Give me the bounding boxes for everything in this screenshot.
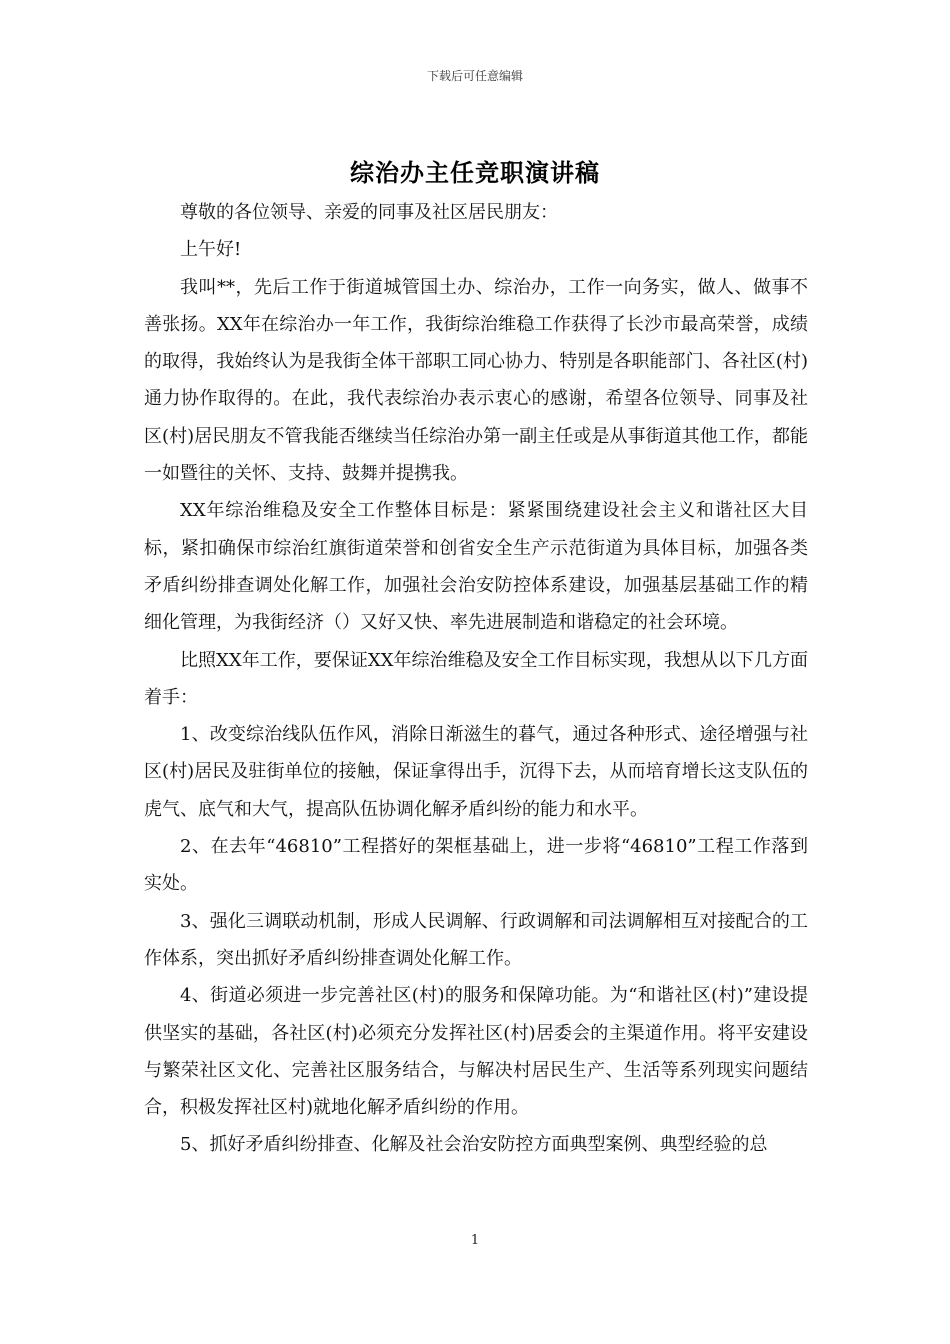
paragraph-item-1: 1、改变综治线队伍作风，消除日渐滋生的暮气，通过各种形式、途径增强与社区(村)居民及驻街单位的接触，保证拿得出手，沉得下去，从而培育增长这支队伍的虎气、底气和大气，提高队伍协调化解矛盾纠纷的能力和水平。 bbox=[144, 724, 808, 820]
document-body bbox=[144, 194, 808, 1164]
paragraph-greeting: 上午好! bbox=[180, 239, 242, 261]
paragraph-item-5: 5、抓好矛盾纠纷排查、化解及社会治安防控方面典型案例、典型经验的总 bbox=[180, 1134, 768, 1156]
paragraph-item-3: 3、强化三调联动机制，形成人民调解、行政调解和司法调解相互对接配合的工作体系，突出抓好矛盾纠纷排查调处化解工作。 bbox=[144, 910, 808, 969]
paragraph-item-4: 4、街道必须进一步完善社区(村)的服务和保障功能。为“和谐社区(村)”建设提供坚实的基础，各社区(村)必须充分发挥社区(村)居委会的主渠道作用。将平安建设与繁荣社区文化、完善社区服务结合，与解决村居民生产、生活等系列现实问题结合，积极发挥社区村)就地化解矛盾纠纷的作用。 bbox=[144, 985, 808, 1119]
document-title: 综治办主任竞职演讲稿 bbox=[350, 159, 600, 187]
paragraph-salutation: 尊敬的各位领导、亲爱的同事及社区居民朋友： bbox=[180, 202, 558, 223]
paragraph-goals: XX年综治维稳及安全工作整体目标是：紧紧围绕建设社会主义和谐社区大目标，紧扣确保市综治红旗街道荣誉和创省安全生产示范街道为具体目标，加强各类矛盾纠纷排查调处化解工作，加强社会治安防控体系建设，加强基层基础工作的精细化管理，为我街经济（）又好又快、率先进展制造和谐稳定的社会环境。 bbox=[144, 500, 808, 634]
paragraph-item-2: 2、在去年“46810”工程搭好的架框基础上，进一步将“46810”工程工作落到实处。 bbox=[144, 836, 808, 895]
header-note: 下载后可任意编辑 bbox=[426, 69, 523, 83]
paragraph-plan-intro: 比照XX年工作，要保证XX年综治维稳及安全工作目标实现，我想从以下几方面着手： bbox=[144, 649, 808, 708]
paragraph-introduction: 我叫**，先后工作于街道城管国土办、综治办，工作一向务实，做人、做事不善张扬。XX年在综治办一年工作，我街综治维稳工作获得了长沙市最高荣誉，成绩的取得，我始终认为是我街全体干部职工同心协力、特别是各职能部门、各社区(村)通力协作取得的。在此，我代表综治办表示衷心的感谢，希望各位领导、同事及社区(村)居民朋友不管我能否继续当任综治办第一副主任或是从事街道其他工作，都能一如暨往的关怀、支持、鼓舞并提携我。 bbox=[144, 276, 808, 485]
page-number: 1 bbox=[470, 1233, 480, 1248]
